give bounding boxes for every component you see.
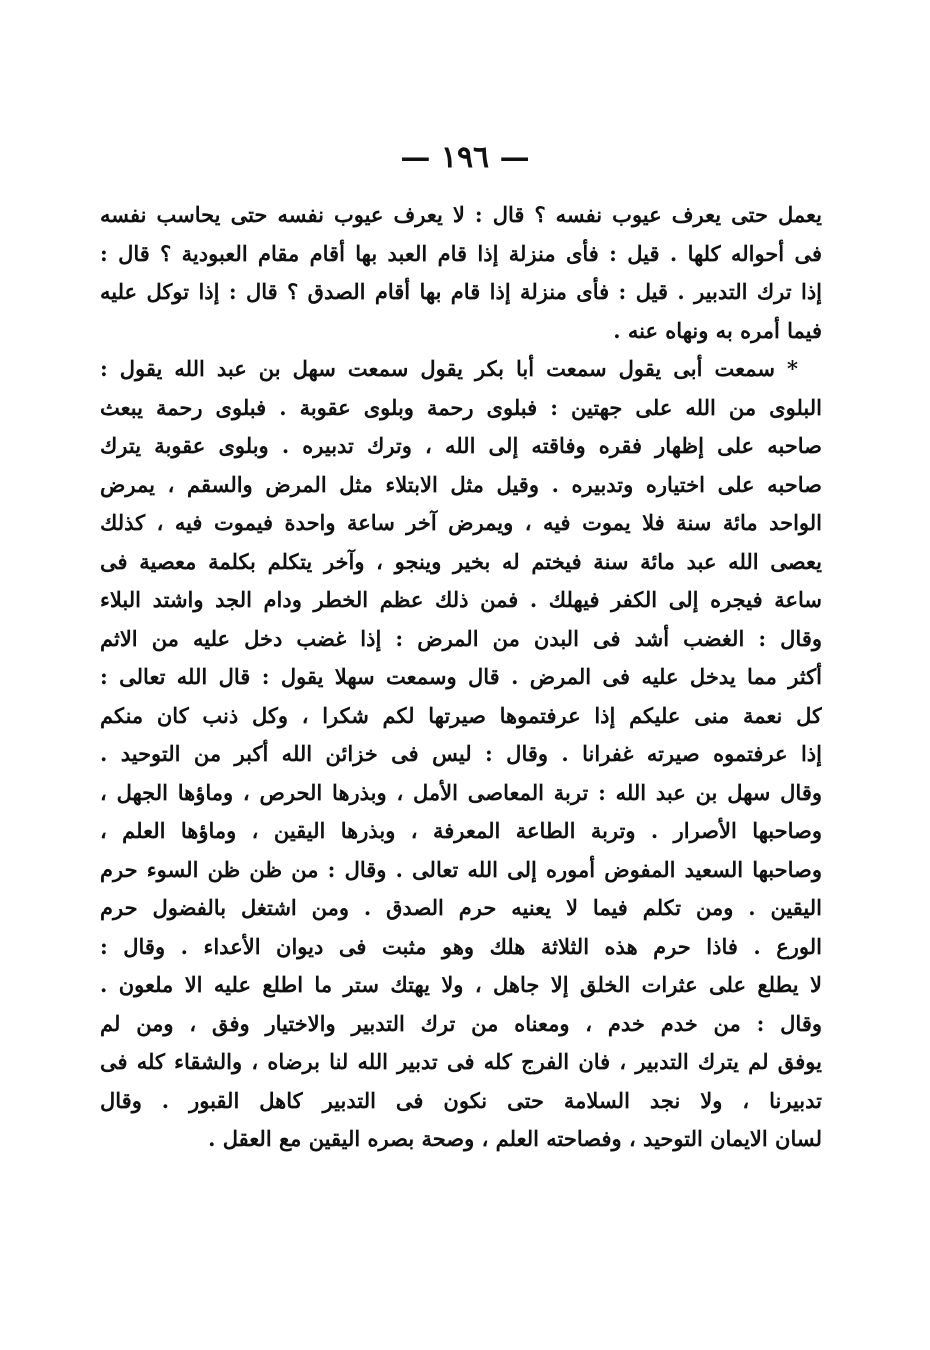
body-text — [100, 196, 822, 1159]
text-line: يوفق لم يترك التدبير ، فان الفرج كله فى تدبير الله لنا برضاه ، والشقاء كله فى — [100, 1049, 822, 1074]
text-line: يعمل حتى يعرف عيوب نفسه ؟ قال : لا يعرف عيوب نفسه حتى يحاسب نفسه — [100, 202, 822, 227]
text-line: وقال : من خدم خدم ، ومعناه من ترك التدبير والاختيار وفق ، ومن لم — [100, 1010, 822, 1036]
text-line: فيما أمره به ونهاه عنه . — [613, 317, 822, 343]
text-line: تدبيرنا ، ولا نجد السلامة حتى نكون فى التدبير كاهل القبور . وقال — [100, 1087, 822, 1113]
text-line: وصاحبها الأصرار . وتربة الطاعة المعرفة ، وبذرها اليقين ، وماؤها العلم ، — [100, 818, 822, 843]
text-line: اليقين . ومن تكلم فيما لا يعنيه حرم الصدق . ومن اشتغل بالفضول حرم — [100, 895, 822, 920]
text-line: كل نعمة منى عليكم إذا عرفتموها صيرتها لكم شكرا ، وكل ذنب كان منكم — [100, 702, 822, 728]
text-line: إذا عرفتموه صيرته غفرانا . وقال : ليس فى خزائن الله أكبر من التوحيد . — [100, 741, 822, 766]
text-line: أكثر مما يدخل عليه فى المرض . قال وسمعت سهلا يقول : قال الله تعالى : — [100, 664, 822, 689]
text-line: فى أحواله كلها . قيل : فأى منزلة إذا قام العبد بها أقام مقام العبودية ؟ قال : — [100, 240, 822, 266]
text-line: وقال : الغضب أشد فى البدن من المرض : إذا غضب دخل عليه من الاثم — [100, 625, 822, 651]
text-line: صاحبه على اختياره وتدبيره . وقيل مثل الابتلاء مثل المرض والسقم ، يمرض — [100, 471, 822, 497]
text-line: الواحد مائة سنة فلا يموت فيه ، ويمرض آخر ساعة واحدة فيموت فيه ، كذلك — [100, 510, 822, 535]
text-line: لسان الايمان التوحيد ، وفصاحته العلم ، وصحة بصره اليقين مع العقل . — [208, 1126, 822, 1151]
text-line: الورع . فاذا حرم هذه الثلاثة هلك وهو مثبت فى ديوان الأعداء . وقال : — [100, 933, 822, 959]
text-line: يعصى الله عبد مائة سنة فيختم له بخير وينجو ، وآخر يتكلم بكلمة معصية فى — [100, 548, 822, 574]
text-line: إذا ترك التدبير . قيل : فأى منزلة إذا قام بها أقام الصدق ؟ قال : إذا توكل عليه — [100, 279, 822, 304]
text-line: * سمعت أبى يقول سمعت أبا بكر يقول سمعت سهل بن عبد الله يقول : — [100, 356, 798, 381]
text-line: لا يطلع على عثرات الخلق إلا جاهل ، ولا يهتك ستر ما اطلع عليه الا ملعون . — [100, 972, 822, 997]
text-line: البلوى من الله على جهتين : فبلوى رحمة وبلوى عقوبة . فبلوى رحمة يبعث — [100, 394, 822, 420]
text-line: وصاحبها السعيد المفوض أموره إلى الله تعالى . وقال : من ظن ظن السوء حرم — [100, 856, 822, 882]
text-line: صاحبه على إظهار فقره وفاقته إلى الله ، وترك تدبيره . وبلوى عقوبة يترك — [100, 433, 822, 458]
text-line: وقال سهل بن عبد الله : تربة المعاصى الأمل ، وبذرها الحرص ، وماؤها الجهل ، — [100, 779, 822, 805]
text-line: ساعة فيجره إلى الكفر فيهلك . فمن ذلك عظم الخطر ودام الجد واشتد البلاء — [100, 587, 822, 612]
page-number: — ١٩٦ — — [400, 140, 530, 175]
